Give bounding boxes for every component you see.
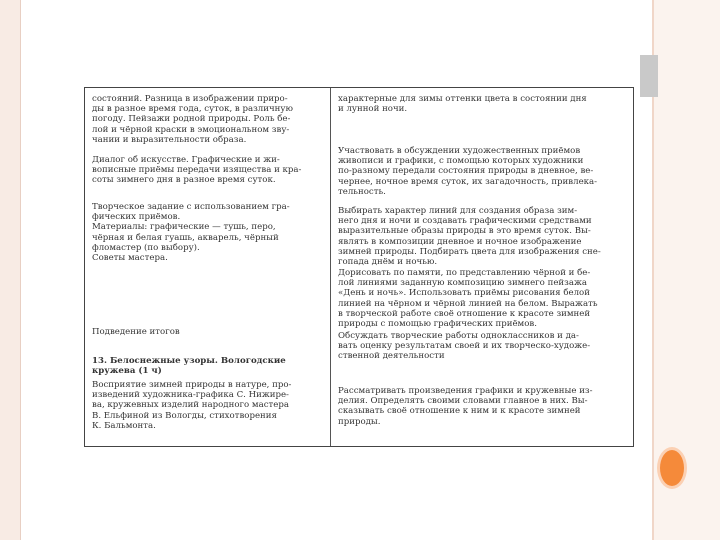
- right-paragraph-2: Участвовать в обсуждении художественных приёмов живописи и графики, с помощью которых художники по-разному передали состояния природы в дневное, ве- чернее, ночное время суток, их загадочность, привлека- тельность.: [338, 146, 598, 197]
- left-paragraph-5: Восприятие зимней природы в натуре, про- изведений художника-графика С. Нижире- ва, кружевных изделий народного мастера В. Ельфиной из Вологды, стихотворения К. Бальмонта.: [92, 380, 292, 431]
- column-divider: [330, 88, 331, 446]
- slide-left-border: [0, 0, 21, 540]
- right-paragraph-6: Рассматривать произведения графики и кружевные из- делия. Определять своими словами главное в них. Вы- сказывать своё отношение к ним и к красоте зимней природы.: [338, 386, 593, 427]
- left-paragraph-3: Творческое задание с использованием гра- фических приёмов. Материалы: графические — тушь, перо, чёрная и белая гуашь, акварель, чёрный фломастер (по выбору). Советы мастера.: [92, 202, 290, 264]
- left-paragraph-1: состояний. Разница в изображении приро- ды в разное время года, суток, в различную погоду. Пейзажи родной природы. Роль бе- лой и чёрной краски в эмоциональном зву- чании и выразительности образа.: [92, 94, 293, 145]
- right-paragraph-3: Выбирать характер линий для создания образа зим- него дня и ночи и создавать графическими средствами выразительные образы природы в это время суток. Вы- являть в композиции дневное и ночное изображение зимней природы. Подбирать цвета для изображения сне- гопада днём и ночью.: [338, 206, 601, 268]
- section-title: 13. Белоснежные узоры. Вологодские кружева (1 ч): [92, 356, 286, 377]
- right-paragraph-4: Дорисовать по памяти, по представлению чёрной и бе- лой линиями заданную композицию зимнего пейзажа «День и ночь». Использовать приёмы рисования белой линией на чёрном и чёрной линией на белом. Выражать в творческой работе своё отношение к красоте зимней природы с помощью графических приёмов.: [338, 268, 598, 330]
- curriculum-table-scan: [84, 87, 634, 447]
- decorative-orange-circle: [657, 447, 687, 489]
- right-paragraph-5: Обсуждать творческие работы одноклассников и да- вать оценку результатам своей и их творческо-художе- ственной деятельности: [338, 331, 591, 362]
- left-paragraph-4: Подведение итогов: [92, 327, 180, 337]
- left-paragraph-2: Диалог об искусстве. Графические и жи- вописные приёмы передачи изящества и кра- соты зимнего дня в разное время суток.: [92, 155, 302, 186]
- decorative-gray-tab: [640, 55, 658, 97]
- right-paragraph-1: характерные для зимы оттенки цвета в состоянии дня и лунной ночи.: [338, 94, 587, 115]
